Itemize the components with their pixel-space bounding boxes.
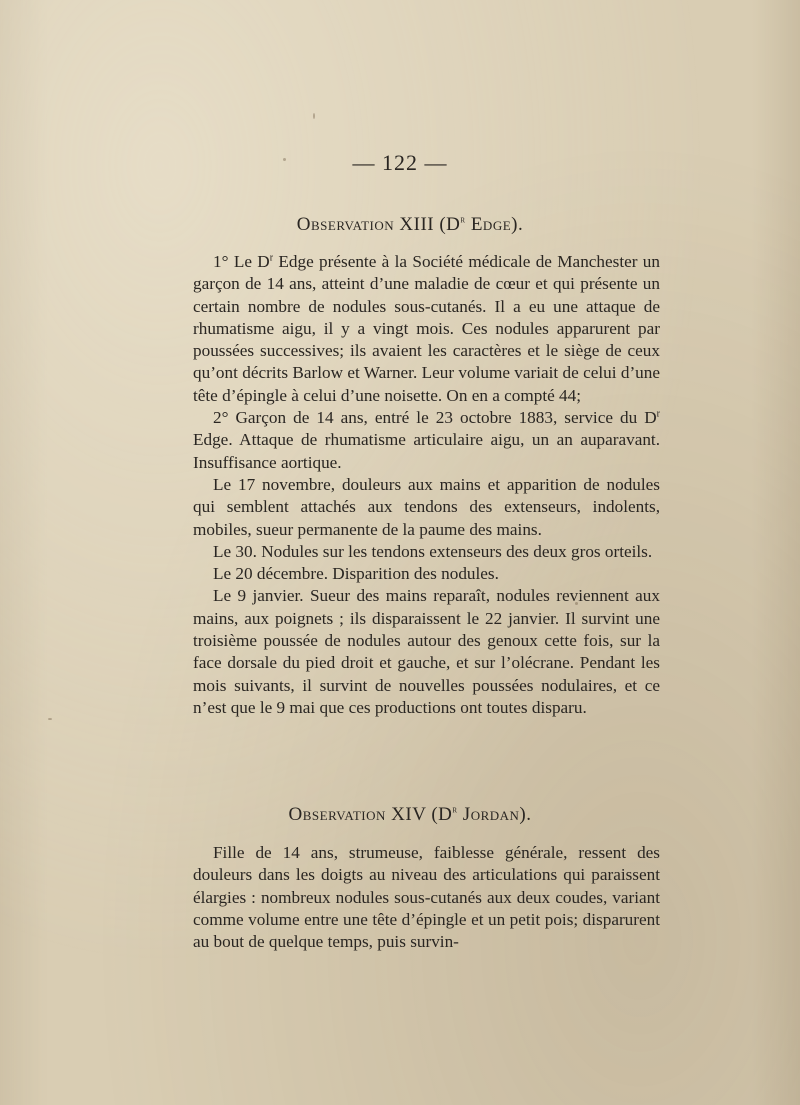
superscript: r (656, 408, 660, 420)
observation-14-body (193, 842, 660, 953)
superscript: r (460, 214, 466, 226)
paper-speck (48, 718, 52, 720)
paragraph (193, 251, 660, 407)
heading-text-end: Edge). (465, 214, 524, 235)
superscript: r (452, 804, 458, 816)
paper-speck (313, 113, 315, 119)
heading-text-end: Jordan). (457, 804, 532, 825)
paper-speck (575, 602, 578, 605)
paper-speck (283, 158, 286, 161)
paragraph-text: Edge présente à la Société médicale de Manchester un garçon de 14 ans, atteint d’une maladie de cœur et qui présente un certain nombre de nodules sous-cutanés. Il a eu une attaque de rhumatisme aigu, il y a vingt mois. Ces nodules apparurent par poussées successives; ils avaient les caractères et le siège de ceux qu’ont décrits Barlow et Warner. Leur volume variait de celui d’une tête d’épingle à celui d’une noisette. On en a compté 44; (193, 252, 660, 405)
heading-text: Observation XIV (D (288, 804, 453, 825)
paragraph-lead: 1° Le D (213, 252, 270, 271)
superscript: r (269, 252, 274, 264)
page-number: — 122 — (352, 150, 448, 175)
paragraph: Fille de 14 ans, strumeuse, faiblesse générale, ressent des douleurs dans les doigts au niveau des articulations qui paraissent élargies : nombreux nodules sous-cutanés aux deux coudes, variant comme volume entre une tête d’épingle et un petit pois; disparurent au bout de quelque temps, puis survin- (193, 843, 660, 952)
paragraph-text: Edge. Attaque de rhumatisme articulaire aigu, un an auparavant. Insuffisance aortique. (193, 430, 660, 472)
heading-text: Observation XIII (D (296, 214, 461, 235)
paragraph: Le 17 novembre, douleurs aux mains et apparition de nodules qui semblent attachés aux tendons des extenseurs, indolents, mobiles, sueur permanente de la paume des mains. (193, 474, 660, 539)
paragraph: Le 9 janvier. Sueur des mains reparaît, nodules reviennent aux mains, aux poignets ; ils disparaissent le 22 janvier. Il survint une troisième poussée de nodules autour des genoux cette fois, sur la face dorsale du pied droit et gauche, et sur l’olécrane. Pendant les mois suivants, il survint de nouvelles poussées nodulaires, et ce n’est que le 9 mai que ces productions ont toutes disparu. (193, 586, 660, 717)
paragraph (193, 407, 660, 474)
observation-14-heading (0, 804, 800, 826)
observation-13-body (193, 251, 660, 719)
observation-13-heading (0, 214, 800, 236)
paragraph: Le 30. Nodules sur les tendons extenseurs des deux gros orteils. (213, 541, 653, 561)
paragraph-lead: 2° Garçon de 14 ans, entré le 23 octobre 1883, service du D (213, 408, 657, 428)
paragraph: Le 20 décembre. Disparition des nodules. (213, 564, 499, 584)
